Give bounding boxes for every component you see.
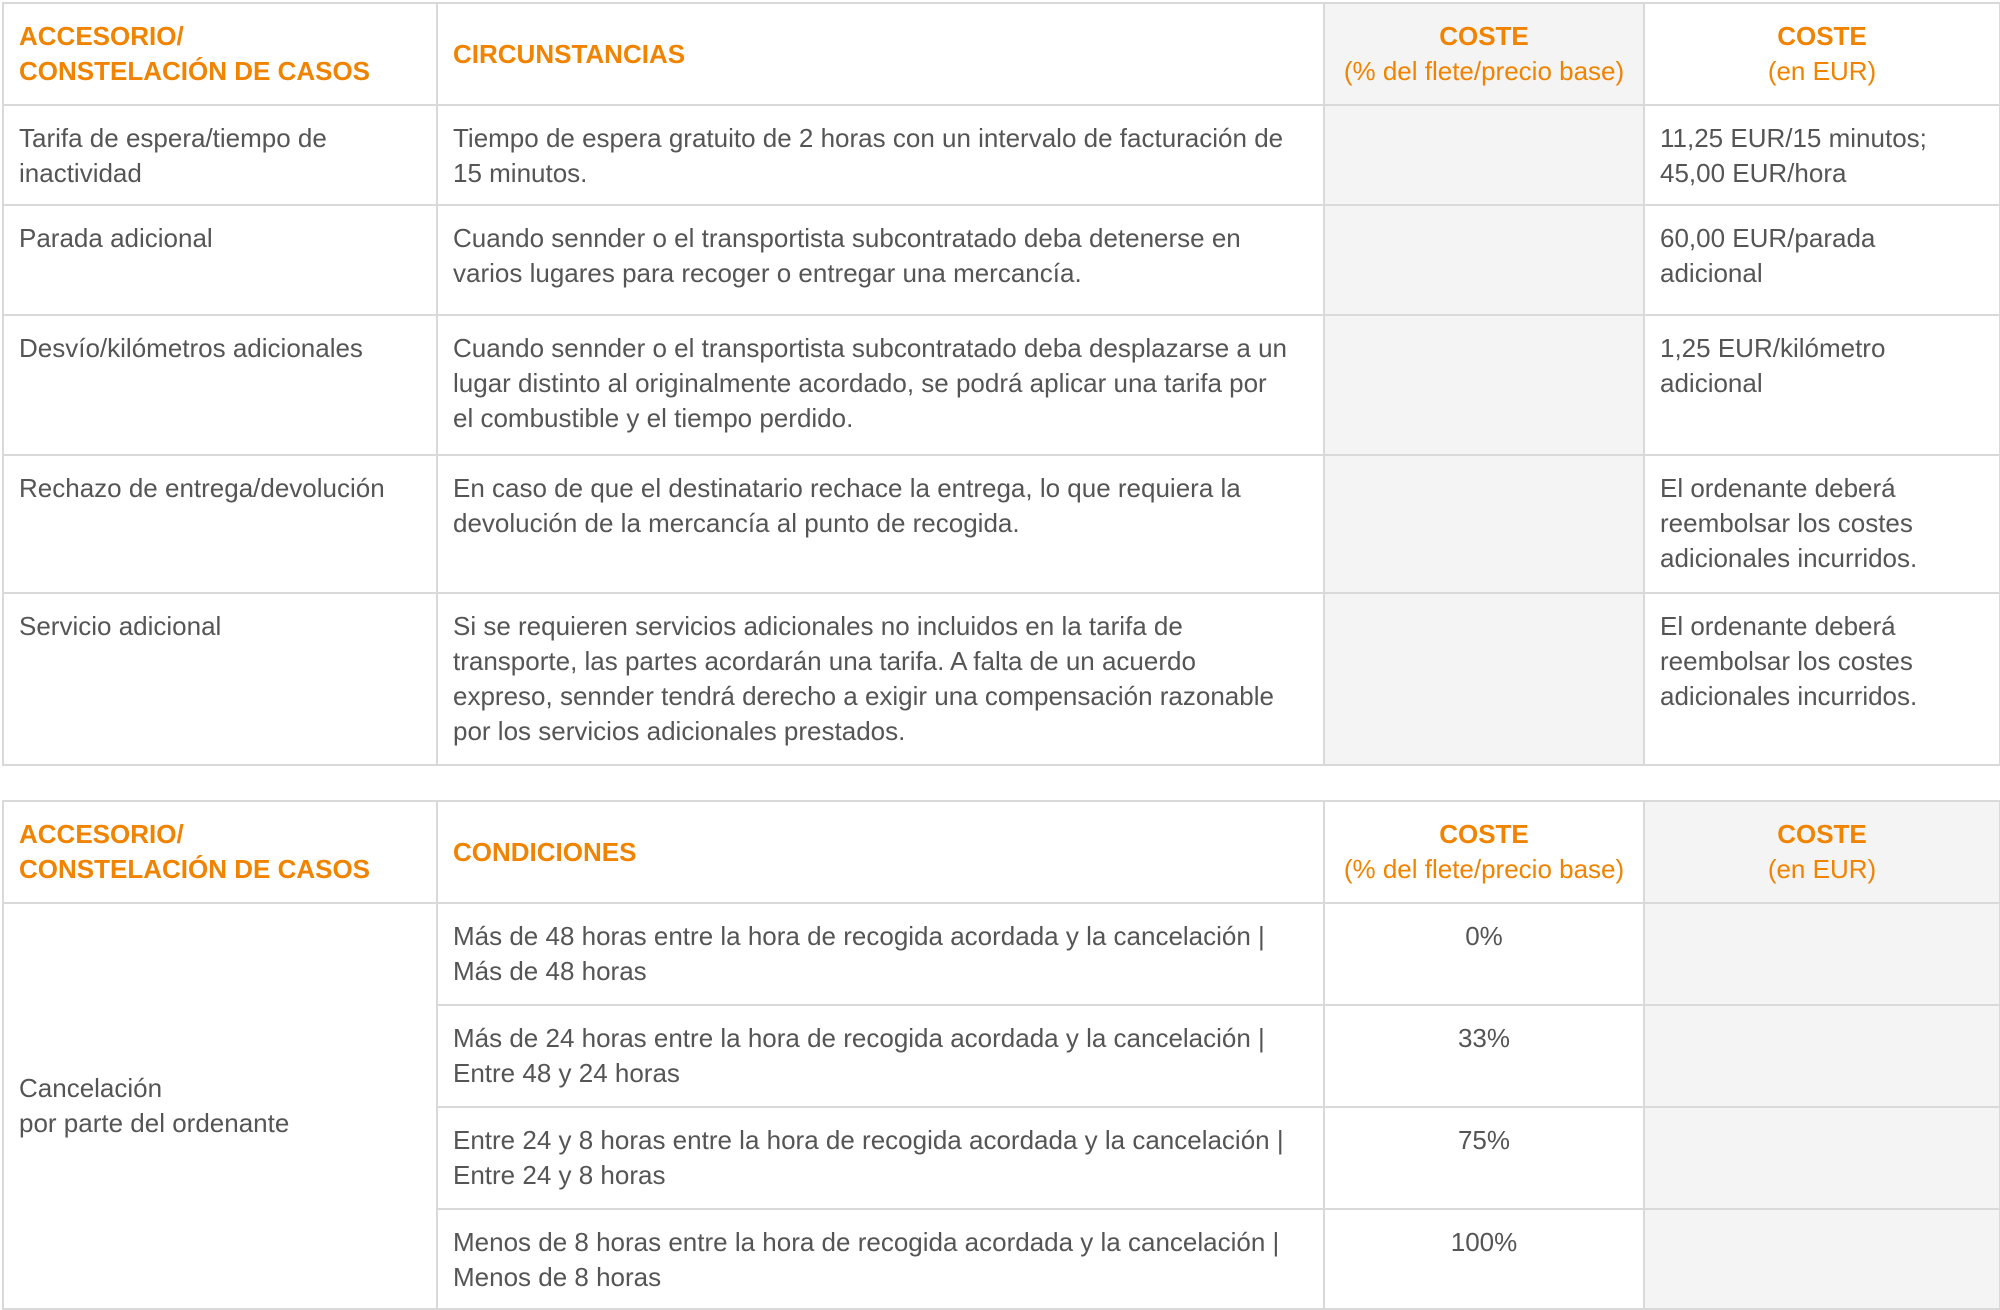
header-cost-eur-title: COSTE	[1777, 819, 1867, 849]
cell-cost-percent	[1324, 593, 1644, 765]
cell-line: Rechazo de entrega/devolución	[19, 473, 385, 503]
cell-line: El ordenante deberá	[1660, 611, 1896, 641]
cell-line: Cuando sennder o el transportista subcontratado deba detenerse en	[453, 223, 1241, 253]
cell-cost-eur	[1644, 315, 2000, 455]
cell-line: Más de 48 horas entre la hora de recogida acordada y la cancelación |	[453, 921, 1265, 951]
cell-line: El ordenante deberá	[1660, 473, 1896, 503]
cell-accessory	[3, 105, 437, 205]
header-accessory-line: CONSTELACIÓN DE CASOS	[19, 56, 371, 86]
table-row	[3, 105, 2000, 205]
cell-line: Entre 24 y 8 horas	[453, 1160, 666, 1190]
cell-line: transporte, las partes acordarán una tarifa. A falta de un acuerdo	[453, 646, 1196, 676]
header-conditions	[437, 801, 1324, 903]
cancellation-table	[2, 800, 2000, 1310]
cell-line: Menos de 8 horas	[453, 1262, 662, 1292]
cell-line: Tarifa de espera/tiempo de	[19, 123, 327, 153]
cell-line: Si se requieren servicios adicionales no incluidos en la tarifa de	[453, 611, 1183, 641]
cell-line: adicionales incurridos.	[1660, 681, 1918, 711]
cell-circumstances	[437, 315, 1324, 455]
cell-line: Más de 48 horas	[453, 956, 647, 986]
table-row	[3, 903, 2000, 1005]
cell-line: Parada adicional	[19, 223, 213, 253]
cell-cost-percent	[1324, 455, 1644, 593]
table-row	[3, 593, 2000, 765]
cell-cost-eur	[1644, 593, 2000, 765]
header-cost-eur-title: COSTE	[1777, 21, 1867, 51]
cell-cost-eur	[1644, 903, 2000, 1005]
cell-circumstances	[437, 455, 1324, 593]
table-row	[3, 455, 2000, 593]
cell-line: varios lugares para recoger o entregar una mercancía.	[453, 258, 1082, 288]
cell-conditions	[437, 1107, 1324, 1209]
cell-line: 1,25 EUR/kilómetro	[1660, 333, 1886, 363]
cell-line: reembolsar los costes	[1660, 646, 1913, 676]
cell-line: Servicio adicional	[19, 611, 222, 641]
cell-conditions	[437, 1209, 1324, 1309]
cell-line: el combustible y el tiempo perdido.	[453, 403, 854, 433]
header-accessory-line: CONSTELACIÓN DE CASOS	[19, 854, 371, 884]
header-cost-eur	[1644, 3, 2000, 105]
cell-line: En caso de que el destinatario rechace la entrega, lo que requiera la	[453, 473, 1241, 503]
header-cost-percent	[1324, 801, 1644, 903]
cell-line: Cuando sennder o el transportista subcontratado deba desplazarse a un	[453, 333, 1288, 363]
header-cost-eur	[1644, 801, 2000, 903]
cell-accessory	[3, 315, 437, 455]
cell-line: 15 minutos.	[453, 158, 588, 188]
cell-cost-percent: 0%	[1324, 903, 1644, 1005]
cell-cost-percent: 33%	[1324, 1005, 1644, 1107]
cell-accessory-cancellation	[3, 903, 437, 1309]
cell-cost-eur	[1644, 205, 2000, 315]
table-header-row	[3, 3, 2000, 105]
cell-accessory	[3, 593, 437, 765]
cell-line: adicionales incurridos.	[1660, 543, 1918, 573]
table-row	[3, 315, 2000, 455]
cell-cost-percent: 75%	[1324, 1107, 1644, 1209]
cell-circumstances	[437, 593, 1324, 765]
cell-line: devolución de la mercancía al punto de recogida.	[453, 508, 1020, 538]
cell-conditions	[437, 903, 1324, 1005]
header-accessory	[3, 3, 437, 105]
header-accessory-line: ACCESORIO/	[19, 21, 184, 51]
header-conditions-label: CONDICIONES	[453, 836, 637, 867]
cell-line: 60,00 EUR/parada adicional	[1660, 223, 1876, 288]
table-row	[3, 205, 2000, 315]
cell-cost-eur	[1644, 105, 2000, 205]
header-cost-percent-title: COSTE	[1439, 21, 1529, 51]
cell-line: Más de 24 horas entre la hora de recogida acordada y la cancelación |	[453, 1023, 1265, 1053]
header-cost-percent-sub: (% del flete/precio base)	[1343, 854, 1625, 884]
cell-line: Cancelación	[19, 1073, 163, 1103]
cell-line: Entre 48 y 24 horas	[453, 1058, 680, 1088]
header-accessory-line: ACCESORIO/	[19, 819, 184, 849]
header-circumstances	[437, 3, 1324, 105]
cell-line: adicional	[1660, 368, 1763, 398]
cell-line: reembolsar los costes	[1660, 508, 1913, 538]
cell-cost-percent	[1324, 315, 1644, 455]
surcharges-table	[2, 2, 2000, 766]
header-cost-eur-sub: (en EUR)	[1767, 854, 1877, 884]
cell-cost-eur	[1644, 455, 2000, 593]
header-accessory	[3, 801, 437, 903]
header-cost-percent-title: COSTE	[1439, 819, 1529, 849]
cell-circumstances	[437, 105, 1324, 205]
cell-line: 11,25 EUR/15 minutos;	[1660, 123, 1927, 153]
cell-circumstances	[437, 205, 1324, 315]
header-cost-percent-sub: (% del flete/precio base)	[1343, 56, 1625, 86]
header-cost-percent	[1324, 3, 1644, 105]
cell-line: por los servicios adicionales prestados.	[453, 716, 906, 746]
cell-cost-percent: 100%	[1324, 1209, 1644, 1309]
table-header-row	[3, 801, 2000, 903]
header-cost-eur-sub: (en EUR)	[1767, 56, 1877, 86]
cell-line: Tiempo de espera gratuito de 2 horas con un intervalo de facturación de	[453, 123, 1284, 153]
cell-conditions	[437, 1005, 1324, 1107]
cell-cost-eur	[1644, 1005, 2000, 1107]
cell-line: por parte del ordenante	[19, 1108, 290, 1138]
cell-accessory	[3, 455, 437, 593]
cell-line: expreso, sennder tendrá derecho a exigir una compensación razonable	[453, 681, 1274, 711]
cell-line: lugar distinto al originalmente acordado, se podrá aplicar una tarifa por	[453, 368, 1267, 398]
cell-line: Desvío/kilómetros adicionales	[19, 333, 363, 363]
cell-line: Entre 24 y 8 horas entre la hora de recogida acordada y la cancelación |	[453, 1125, 1284, 1155]
cell-line: Menos de 8 horas entre la hora de recogida acordada y la cancelación |	[453, 1227, 1280, 1257]
cell-cost-eur	[1644, 1209, 2000, 1309]
cell-line: 45,00 EUR/hora	[1660, 158, 1847, 188]
cell-accessory	[3, 205, 437, 315]
header-circumstances-label: CIRCUNSTANCIAS	[453, 38, 686, 69]
cell-cost-percent	[1324, 205, 1644, 315]
cell-line: inactividad	[19, 158, 142, 188]
cell-cost-percent	[1324, 105, 1644, 205]
cell-cost-eur	[1644, 1107, 2000, 1209]
